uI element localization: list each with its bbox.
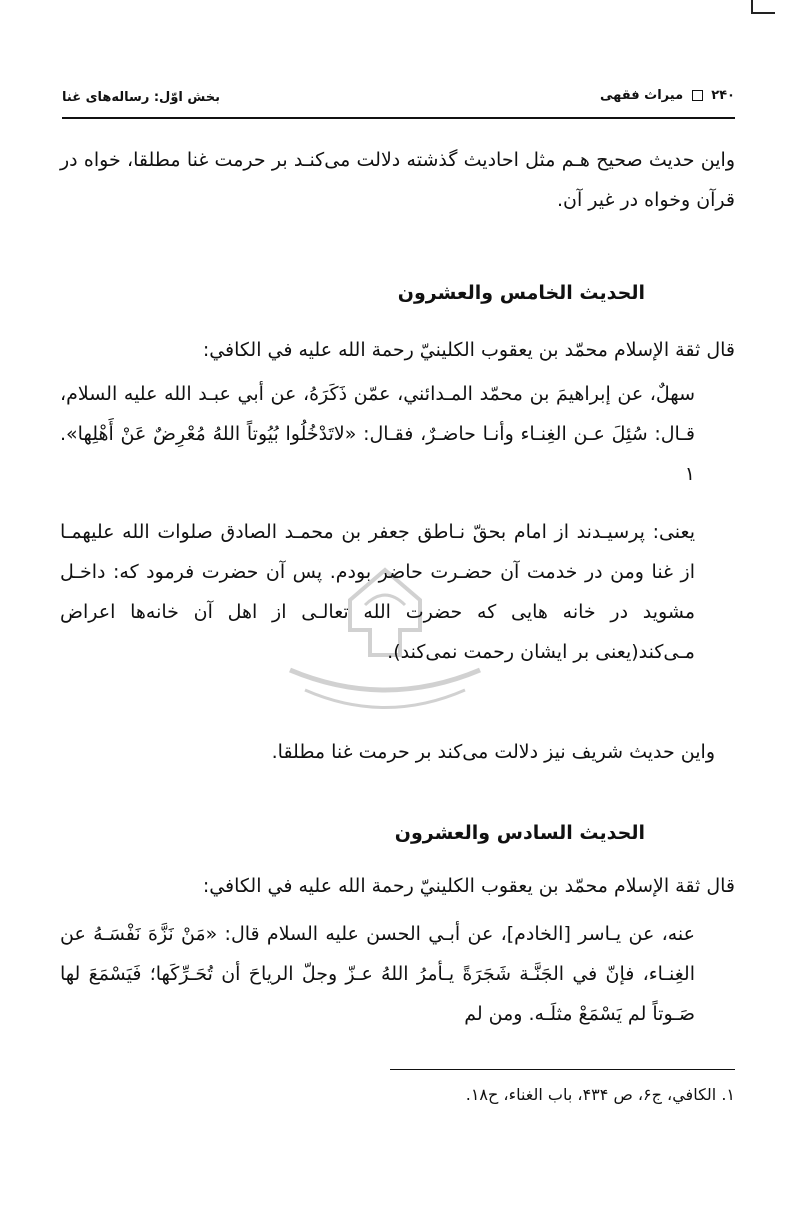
paragraph-translation-25: یعنی: پرسیـدند از امام بحقّ نـاطق جعفر بن محمـد الصادق صلوات الله علیهمـا از غنا ومن در خدمت آن حضـرت حاضر بودم. پس آن حضرت فرمود که: داخـل مشوید در خانه هایی که حضرت الله تعالـی از اهل آن خانه‌ها اعراض مـی‌کند(یعنی بر ایشان رحمت نمی‌کند). <box>60 521 695 663</box>
page-number: ۲۴۰ <box>711 88 735 103</box>
page-number-and-book <box>600 88 735 103</box>
running-head <box>62 80 735 110</box>
watermark-seal-icon <box>270 560 500 730</box>
header-rule <box>62 117 735 119</box>
paragraph-intro: واین حدیث صحیح هـم مثل احادیث گذشته دلالت می‌کنـد بر حرمت غنا مطلقا، خواه در قرآن وخواه در غیر آن. <box>60 149 735 211</box>
section-title: بخش اوّل: رساله‌های غنا <box>62 90 221 105</box>
paragraph-citation-25: قال ثقة الإسلام محمّد بن يعقوب الكلينيّ رحمة الله عليه في الكافي: <box>202 339 735 361</box>
heading-hadith-26: الحديث السادس والعشرون <box>394 822 645 844</box>
heading-hadith-25: الحديث الخامس والعشرون <box>397 282 645 304</box>
square-bullet-icon <box>692 90 703 101</box>
paragraph-hadith-26-text: عنه، عن يـاسر [الخادم]، عن أبـي الحسن عليه السلام قال: «مَنْ نَزَّهَ نَفْسَـهُ عن الغِنـاء، فإنّ في الجَنَّـة شَجَرَةً يـأمرُ اللهُ عـزّ وجلّ الرياحَ أن تُحَـرِّكَها؛ فَيَسْمَعَ لها صَـوتاً لم يَسْمَعْ مثلَـه. ومن لم <box>60 923 695 1025</box>
paragraph-conclusion-25: واین حدیث شریف نیز دلالت می‌کند بر حرمت غنا مطلقا. <box>271 741 715 763</box>
corner-mark <box>751 0 775 14</box>
footnote-rule <box>390 1069 735 1070</box>
footnote: ۱. الكافي، ج۶، ص ۴۳۴، باب الغناء، ح۱۸. <box>465 1085 735 1104</box>
paragraph-citation-26: قال ثقة الإسلام محمّد بن يعقوب الكلينيّ رحمة الله عليه في الكافي: <box>202 875 735 897</box>
paragraph-hadith-25-text: سهلٌ، عن إبراهيمَ بن محمّد المـدائني، عمّن ذَكَرَهُ، عن أبي عبـد الله عليه السلام، قـال: سُئِلَ عـن الغِنـاء وأنـا حاضـرٌ، فقـال: «لاتَدْخُلُوا بُيُوتاً اللهُ مُعْرِضٌ عَنْ أَهْلِها». ۱ <box>60 383 695 485</box>
book-title: میراث فقهی <box>600 88 684 103</box>
